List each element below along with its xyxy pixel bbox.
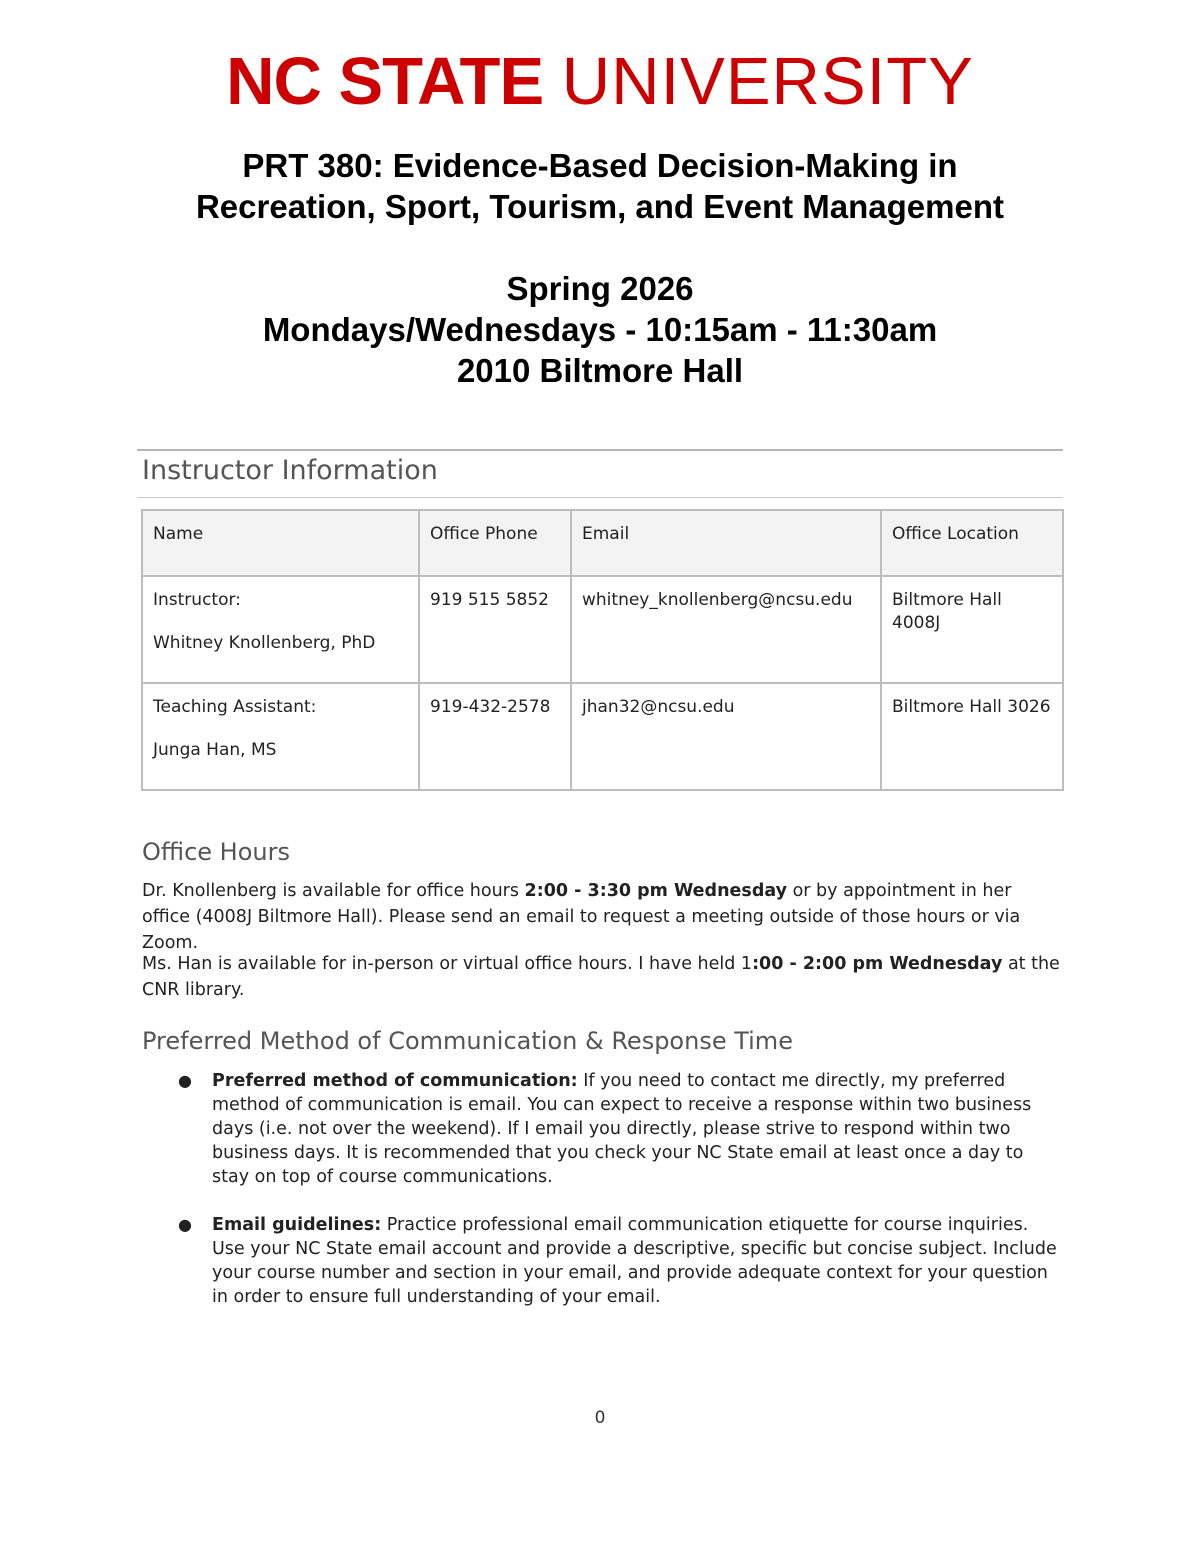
text-span: Ms. Han is available for in-person or virtual office hours. I have held 1 — [142, 954, 753, 974]
text-span: at the CNR library. — [142, 954, 1060, 1000]
bullet-icon: ● — [178, 1215, 192, 1234]
text-span: or by appointment in her office (4008J Biltmore Hall). Please send an email to request a meeting outside of those hours or via Zoom. — [142, 881, 1021, 953]
role-label: Teaching Assistant: — [153, 697, 317, 717]
logo-nc-state: NC STATE — [226, 44, 544, 119]
person-name: Whitney Knollenberg, PhD — [153, 633, 376, 653]
person-name: Junga Han, MS — [153, 740, 277, 760]
role-label: Instructor: — [153, 590, 241, 610]
bullet-icon: ● — [178, 1071, 192, 1090]
name-cell — [142, 683, 419, 790]
communication-heading: Preferred Method of Communication & Response Time — [142, 1027, 793, 1055]
office-hours-heading: Office Hours — [142, 838, 290, 866]
office-hours-ta — [142, 951, 1062, 1003]
column-header: Office Location — [881, 510, 1063, 576]
table-row — [142, 683, 1063, 790]
course-location: 2010 Biltmore Hall — [456, 352, 744, 389]
bullet-label: Email guidelines: — [212, 1215, 382, 1235]
instructor-heading: Instructor Information — [142, 455, 438, 486]
logo-university: UNIVERSITY — [561, 44, 974, 119]
phone-cell: 919-432-2578 — [419, 683, 571, 790]
list-item — [142, 1213, 1062, 1309]
bullet-text: If you need to contact me directly, my preferred method of communication is email. You can expect to receive a response within two business days (i.e. not over the weekend). If I email you directly, please strive to respond within two business days. It is recommended that you check your NC State email at least once a day to stay on top of course communications. — [212, 1071, 1032, 1187]
instructor-table — [141, 509, 1064, 791]
communication-list — [142, 1069, 1062, 1333]
office-hours-instructor — [142, 878, 1062, 956]
office-cell: Biltmore Hall 4008J — [881, 576, 1063, 683]
email-cell[interactable]: whitney_knollenberg@ncsu.edu — [571, 576, 881, 683]
email-cell[interactable]: jhan32@ncsu.edu — [571, 683, 881, 790]
course-schedule: Mondays/Wednesdays - 10:15am - 11:30am — [262, 311, 938, 348]
course-meta — [0, 268, 1200, 391]
bullet-text: Practice professional email communication etiquette for course inquiries. Use your NC State email account and provide a descriptive, specific but concise subject. Include your course number and section in your email, and provide adequate context for your question in order to ensure full understanding of your email. — [212, 1215, 1057, 1307]
list-item — [142, 1069, 1062, 1189]
column-header: Email — [571, 510, 881, 576]
section-rule-top — [137, 449, 1063, 451]
bullet-label: Preferred method of communication: — [212, 1071, 578, 1091]
table-row — [142, 576, 1063, 683]
text-span: Dr. Knollenberg is available for office hours — [142, 881, 525, 901]
office-hours-time: 2:00 - 3:30 pm Wednesday — [524, 881, 788, 901]
nc-state-logo — [0, 46, 1200, 118]
section-rule-bottom — [137, 497, 1063, 498]
course-title-line1: PRT 380: Evidence-Based Decision-Making in — [242, 147, 958, 184]
phone-cell: 919 515 5852 — [419, 576, 571, 683]
page-number: 0 — [594, 1408, 606, 1428]
course-title-line2: Recreation, Sport, Tourism, and Event Management — [195, 188, 1005, 225]
office-cell: Biltmore Hall 3026 — [881, 683, 1063, 790]
table-header-row — [142, 510, 1063, 576]
office-hours-time: :00 - 2:00 pm Wednesday — [752, 954, 1003, 974]
course-term: Spring 2026 — [506, 270, 694, 307]
column-header: Name — [142, 510, 419, 576]
name-cell — [142, 576, 419, 683]
column-header: Office Phone — [419, 510, 571, 576]
course-title — [0, 145, 1200, 227]
